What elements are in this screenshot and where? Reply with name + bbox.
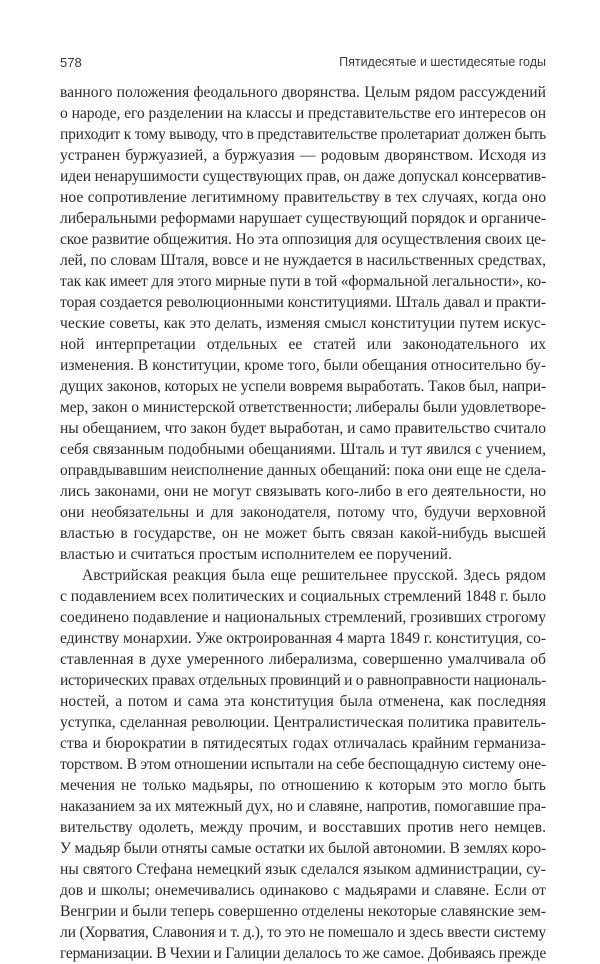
text-line: ны святого Стефана немецкий язык сделался языком администрации, су- bbox=[60, 861, 546, 878]
text-line: лей, по словам Шталя, вовсе и не нуждается в насильственных средствах, bbox=[60, 252, 546, 269]
text-line: оправдывавшим неисполнение данных обещаний: пока они еще не сдела- bbox=[60, 462, 546, 479]
text-line: наказанием за их мятежный дух, но и славяне, напротив, помогавшие пра- bbox=[60, 798, 546, 815]
text-line: ванного положения феодального дворянства. Целым рядом рассуждений bbox=[60, 84, 546, 101]
text-line: ны обещанием, что закон будет выработан, и само правительство считало bbox=[60, 420, 546, 437]
text-line: ства и бюрократии в пятидесятых годах отличалась крайним германиза- bbox=[60, 735, 546, 752]
text-line: либеральными реформами нарушает существующий порядок и органиче- bbox=[60, 210, 546, 227]
running-header bbox=[60, 55, 546, 75]
text-line: ное сопротивление легитимному правительству в тех случаях, когда оно bbox=[60, 189, 546, 206]
text-line: изменения. В конституции, кроме того, были обещания относительно бу- bbox=[60, 357, 546, 374]
text-line: они необязательны и для законодателя, потому что, будучи верховной bbox=[60, 504, 546, 521]
page-number: 578 bbox=[60, 55, 82, 70]
text-line: дущих законов, которых не успели вовремя выработать. Таков был, напри- bbox=[60, 378, 546, 395]
text-line: ностей, а потом и сама эта конституция была отменена, как последняя bbox=[60, 693, 546, 710]
paragraph bbox=[60, 565, 546, 964]
text-line: идеи ненарушимости существующих прав, он даже допускал консерватив- bbox=[60, 168, 546, 185]
text-line: ческие советы, как это делать, изменяя смысл конституции путем искус- bbox=[60, 315, 546, 332]
text-line: себя связанным подобными обещаниями. Шталь и тут явился с учением, bbox=[60, 441, 546, 458]
text-line: властью в государстве, он не может быть связан какой-нибудь высшей bbox=[60, 525, 546, 542]
text-line: властью и считаться простым исполнителем ее поручений. bbox=[60, 546, 452, 563]
text-line: с подавлением всех политических и социальных стремлений 1848 г. было bbox=[60, 588, 546, 605]
text-line: лись законами, они не могут связывать кого-либо в его деятельности, но bbox=[60, 483, 546, 500]
page-body bbox=[60, 82, 546, 964]
text-line: ли (Хорватия, Славония и т. д.), то это не помешало и здесь ввести систему bbox=[60, 924, 546, 941]
text-line: так как имеет для этого мирные пути в той «формальной легальности», ко- bbox=[60, 273, 546, 290]
text-line: соединено подавление и национальных стремлений, грозивших строгому bbox=[60, 609, 546, 626]
text-line: единству монархии. Уже октроированная 4 марта 1849 г. конституция, со- bbox=[60, 630, 546, 647]
text-line: мечения не только мадьяры, по отношению к которым это могло быть bbox=[60, 777, 546, 794]
text-line: ставленная в духе умеренного либерализма, совершенно умалчивала об bbox=[60, 651, 546, 668]
text-line: торая создается революционными конституциями. Шталь давал и практи- bbox=[60, 294, 546, 311]
text-line: уступка, сделанная революции. Централистическая политика правитель- bbox=[60, 714, 546, 731]
paragraph bbox=[60, 82, 546, 565]
text-line: приходит к тому выводу, что в представительстве пролетариат должен быть bbox=[60, 126, 546, 143]
text-line: германизации. В Чехии и Галиции делалось то же самое. Добиваясь прежде bbox=[60, 945, 546, 962]
text-line: Венгрии и были теперь совершенно отделены некоторые славянские зем- bbox=[60, 903, 546, 920]
text-line: торством. В этом отношении испытали на себе беспощадную систему оне- bbox=[60, 756, 546, 773]
text-line: Австрийская реакция была еще решительнее прусской. Здесь рядом bbox=[82, 567, 546, 584]
text-line: исторических правах отдельных провинций и о равноправности националь- bbox=[60, 672, 546, 689]
text-line: дов и школы; онемечивались одинаково с мадьярами и славяне. Если от bbox=[60, 882, 546, 899]
text-line: мер, закон о министерской ответственности; либералы были удовлетворе- bbox=[60, 399, 546, 416]
text-line: ское развитие общежития. Но эта оппозиция для осуществления своих це- bbox=[60, 231, 546, 248]
text-line: ной интерпретации отдельных ее статей или законодательного их bbox=[60, 336, 546, 353]
text-line: вительству одолеть, между прочим, и восставших против него немцев. bbox=[60, 819, 546, 836]
text-line: устранен буржуазией, а буржуазия — родовым дворянством. Исходя из bbox=[60, 147, 546, 164]
running-title: Пятидесятые и шестидесятые годы bbox=[339, 55, 546, 69]
text-line: о народе, его разделении на классы и представительстве его интересов он bbox=[60, 105, 546, 122]
text-line: У мадьяр были отняты самые остатки их былой автономии. В землях коро- bbox=[60, 840, 546, 857]
